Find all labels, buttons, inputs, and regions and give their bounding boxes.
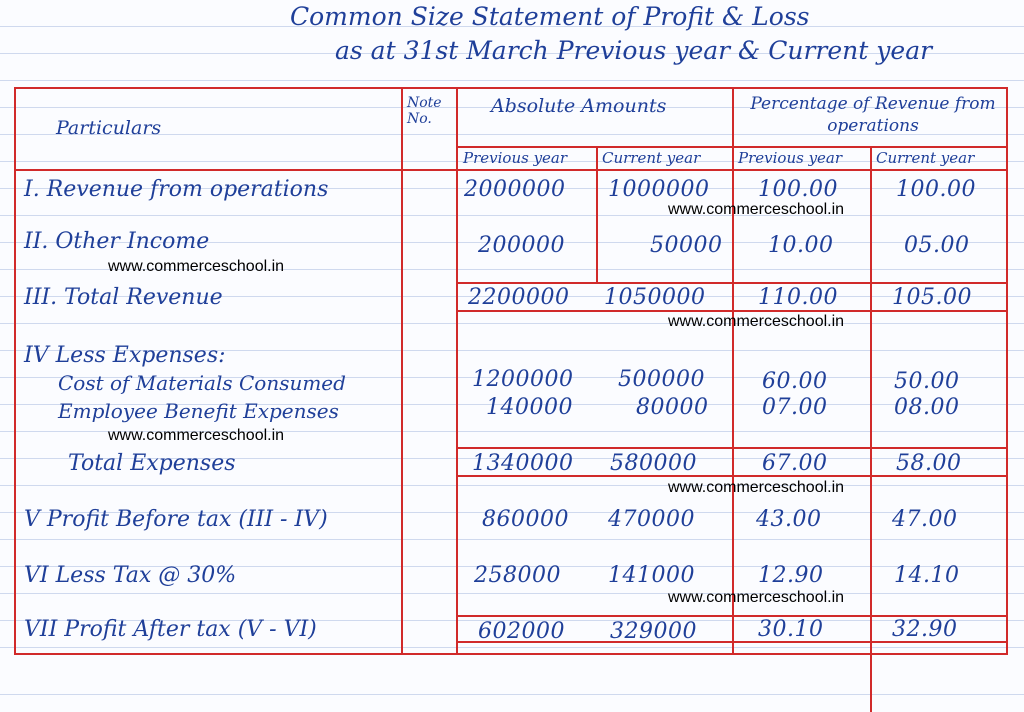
watermark-text: www.commerceschool.in: [668, 313, 845, 330]
row-prev-pct: 12.90: [758, 563, 824, 588]
row-curr-pct: 47.00: [892, 507, 958, 532]
row-prev-amount: 140000: [486, 395, 573, 420]
pct-curr-year-header: Current year: [876, 149, 975, 167]
watermark-text: www.commerceschool.in: [108, 258, 285, 275]
row-label: VII Profit After tax (V - VI): [24, 617, 317, 642]
row-curr-amount: 141000: [608, 563, 695, 588]
row-prev-pct: 110.00: [758, 285, 838, 310]
row-prev-amount: 200000: [478, 233, 565, 258]
row-prev-pct: 100.00: [758, 177, 838, 202]
percentage-header: Percentage of Revenue from operations: [750, 94, 996, 136]
row-curr-pct: 14.10: [894, 563, 960, 588]
row-label: VI Less Tax @ 30%: [24, 563, 237, 588]
watermark-text: www.commerceschool.in: [668, 479, 845, 496]
particulars-header: Particulars: [56, 117, 162, 139]
absolute-amounts-header: Absolute Amounts: [491, 95, 667, 117]
common-size-table: [14, 87, 1008, 655]
row-curr-pct: 50.00: [894, 369, 960, 394]
row-prev-pct: 67.00: [762, 451, 828, 476]
row-prev-pct: 30.10: [758, 617, 824, 642]
row-curr-amount: 1050000: [604, 285, 706, 310]
row-curr-pct: 32.90: [892, 617, 958, 642]
row-prev-pct: 07.00: [762, 395, 828, 420]
row-curr-pct: 08.00: [894, 395, 960, 420]
row-label: I. Revenue from operations: [24, 177, 329, 202]
watermark-text: www.commerceschool.in: [668, 589, 845, 606]
row-prev-amount: 602000: [478, 619, 565, 644]
row-curr-amount: 329000: [610, 619, 697, 644]
row-label: II. Other Income: [24, 229, 210, 254]
row-label: Employee Benefit Expenses: [58, 399, 339, 423]
row-curr-amount: 470000: [608, 507, 695, 532]
row-curr-amount: 1000000: [608, 177, 710, 202]
row-label: III. Total Revenue: [24, 285, 223, 310]
note-no-header: Note No.: [407, 95, 442, 127]
row-curr-amount: 50000: [650, 233, 723, 258]
row-prev-pct: 60.00: [762, 369, 828, 394]
watermark-text: www.commerceschool.in: [108, 427, 285, 444]
row-prev-amount: 2200000: [468, 285, 570, 310]
row-prev-pct: 10.00: [768, 233, 834, 258]
row-prev-pct: 43.00: [756, 507, 822, 532]
abs-prev-year-header: Previous year: [463, 149, 568, 167]
statement-title-line1: Common Size Statement of Profit & Loss: [290, 2, 810, 31]
row-curr-amount: 580000: [610, 451, 697, 476]
row-label: V Profit Before tax (III - IV): [24, 507, 328, 532]
statement-title-line2: as at 31st March Previous year & Current year: [335, 36, 933, 65]
row-curr-amount: 500000: [618, 367, 705, 392]
abs-curr-year-header: Current year: [602, 149, 701, 167]
row-prev-amount: 860000: [482, 507, 569, 532]
row-label: Cost of Materials Consumed: [58, 371, 346, 395]
row-curr-amount: 80000: [636, 395, 709, 420]
row-label: Total Expenses: [68, 451, 236, 476]
pct-prev-year-header: Previous year: [738, 149, 843, 167]
row-curr-pct: 05.00: [904, 233, 970, 258]
row-prev-amount: 1200000: [472, 367, 574, 392]
row-label: IV Less Expenses:: [24, 343, 226, 368]
row-curr-pct: 100.00: [896, 177, 976, 202]
row-prev-amount: 258000: [474, 563, 561, 588]
row-curr-pct: 105.00: [892, 285, 972, 310]
row-prev-amount: 2000000: [464, 177, 566, 202]
row-prev-amount: 1340000: [472, 451, 574, 476]
watermark-text: www.commerceschool.in: [668, 201, 845, 218]
row-curr-pct: 58.00: [896, 451, 962, 476]
